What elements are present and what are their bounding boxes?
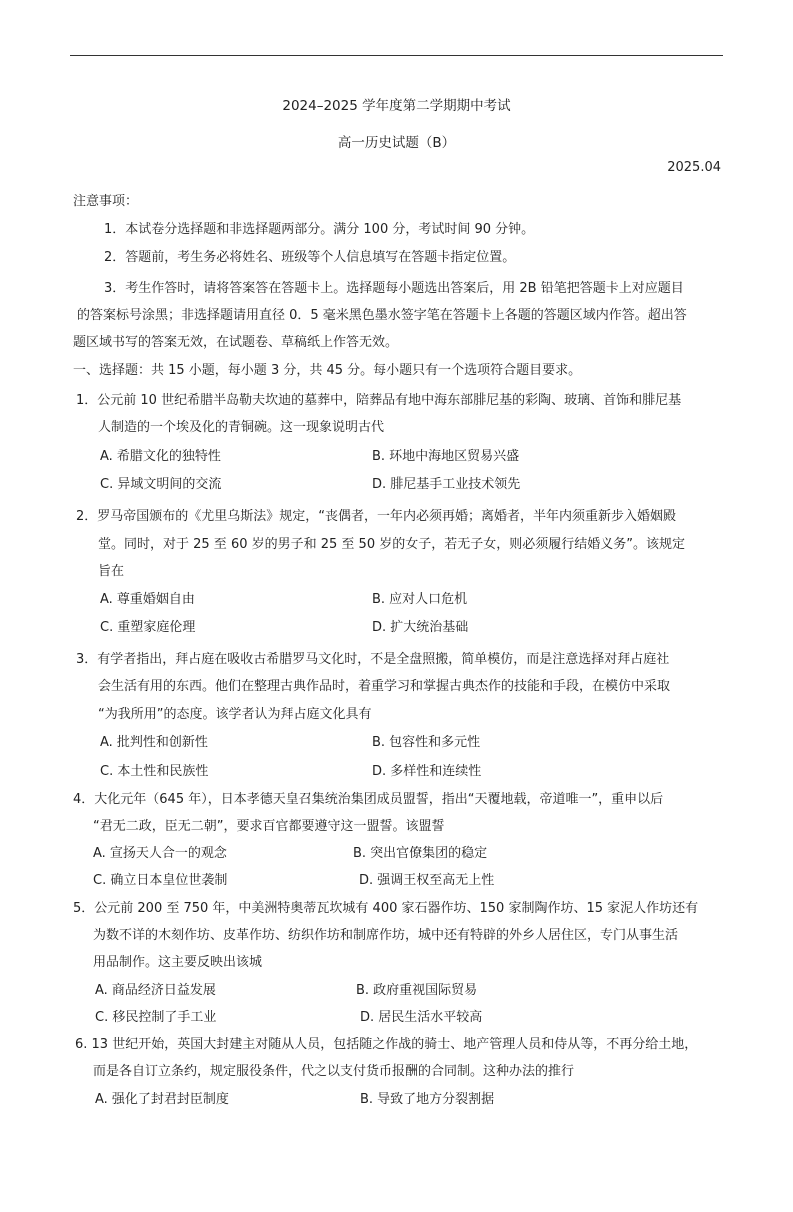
question-3-stem: “为我所用”的态度。该学者认为拜占庭文化具有 (98, 707, 372, 722)
notice-item: 的答案标号涂黑；非选择题请用直径 0．5 毫米黑色墨水签字笔在答题卡上各题的答题区域内作答。超出答 (77, 308, 687, 323)
notice-item: 1．本试卷分选择题和非选择题两部分。满分 100 分，考试时间 90 分钟。 (104, 222, 535, 237)
top-rule (70, 55, 723, 56)
question-3-stem: 3．有学者指出，拜占庭在吸收古希腊罗马文化时，不是全盘照搬，简单模仿，而是注意选择对拜占庭社 (76, 652, 670, 667)
question-3-option-a: A. 批判性和创新性 (100, 735, 208, 750)
question-5-option-a: A. 商品经济日益发展 (95, 983, 216, 998)
notice-item: 题区域书写的答案无效，在试题卷、草稿纸上作答无效。 (73, 335, 399, 350)
question-1-option-a: A. 希腊文化的独特性 (100, 449, 221, 464)
question-1-option-d: D. 腓尼基手工业技术领先 (372, 477, 521, 492)
question-6-option-a: A. 强化了封君封臣制度 (95, 1092, 229, 1107)
notice-heading: 注意事项： (73, 194, 139, 209)
question-6-stem: 6. 13 世纪开始，英国大封建主对随从人员，包括随之作战的骑士、地产管理人员和侍从等，不再分给土地， (75, 1037, 698, 1052)
question-2-stem: 2．罗马帝国颁布的《尤里乌斯法》规定，“丧偶者，一年内必须再婚；离婚者，半年内须重新步入婚姻殿 (76, 509, 677, 524)
section-heading: 一、选择题：共 15 小题，每小题 3 分，共 45 分。每小题只有一个选项符合题目要求。 (73, 363, 582, 378)
question-3-option-b: B. 包容性和多元性 (372, 735, 481, 750)
question-2-stem: 旨在 (98, 564, 125, 579)
notice-item: 3．考生作答时，请将答案答在答题卡上。选择题每小题选出答案后，用 2B 铅笔把答题卡上对应题目 (104, 281, 684, 296)
question-2-option-c: C. 重塑家庭伦理 (100, 620, 196, 635)
notice-item: 2．答题前，考生务必将姓名、班级等个人信息填写在答题卡指定位置。 (104, 250, 516, 265)
question-6-option-b: B. 导致了地方分裂割据 (360, 1092, 495, 1107)
question-1-option-c: C. 异域文明间的交流 (100, 477, 222, 492)
question-5-option-d: D. 居民生活水平较高 (360, 1010, 483, 1025)
exam-subtitle: 高一历史试题（B） (337, 135, 456, 151)
question-4-stem: “君无二政，臣无二朝”，要求百官都要遵守这一盟誓。该盟誓 (93, 819, 445, 834)
question-5-stem: 为数不详的木刻作坊、皮革作坊、纺织作坊和制席作坊，城中还有特辟的外乡人居住区，专门从事生活 (93, 928, 679, 943)
exam-title: 2024–2025 学年度第二学期期中考试 (282, 98, 511, 114)
question-5-option-c: C. 移民控制了手工业 (95, 1010, 217, 1025)
question-6-stem: 而是各自订立条约，规定服役条件，代之以支付货币报酬的合同制。这种办法的推行 (93, 1064, 575, 1079)
question-4-option-d: D. 强调王权至高无上性 (359, 873, 495, 888)
question-1-stem: 1．公元前 10 世纪希腊半岛勒夫坎迪的墓葬中，陪葬品有地中海东部腓尼基的彩陶、玻璃、首饰和腓尼基 (76, 393, 682, 408)
question-1-stem: 人制造的一个埃及化的青铜碗。这一现象说明古代 (98, 420, 385, 435)
question-4-option-b: B. 突出官僚集团的稳定 (353, 846, 488, 861)
question-4-stem: 4．大化元年（645 年），日本孝德天皇召集统治集团成员盟誓，指出“天覆地载，帝道唯一”，重申以后 (73, 792, 664, 807)
question-5-option-b: B. 政府重视国际贸易 (356, 983, 478, 998)
question-1-option-b: B. 环地中海地区贸易兴盛 (372, 449, 520, 464)
question-2-option-a: A. 尊重婚姻自由 (100, 592, 195, 607)
question-3-stem: 会生活有用的东西。他们在整理古典作品时，着重学习和掌握古典杰作的技能和手段，在模仿中采取 (98, 679, 671, 694)
question-2-stem: 堂。同时，对于 25 至 60 岁的男子和 25 至 50 岁的女子，若无子女，则必须履行结婚义务”。该规定 (98, 537, 685, 552)
question-2-option-b: B. 应对人口危机 (372, 592, 468, 607)
question-3-option-c: C. 本土性和民族性 (100, 764, 209, 779)
question-3-option-d: D. 多样性和连续性 (372, 764, 482, 779)
question-4-option-a: A. 宣扬天人合一的观念 (93, 846, 227, 861)
question-5-stem: 5．公元前 200 至 750 年，中美洲特奥蒂瓦坎城有 400 家石器作坊、150 家制陶作坊、15 家泥人作坊还有 (73, 901, 699, 916)
question-2-option-d: D. 扩大统治基础 (372, 620, 469, 635)
question-5-stem: 用品制作。这主要反映出该城 (93, 955, 263, 970)
exam-date: 2025.04 (667, 160, 721, 175)
question-4-option-c: C. 确立日本皇位世袭制 (93, 873, 228, 888)
